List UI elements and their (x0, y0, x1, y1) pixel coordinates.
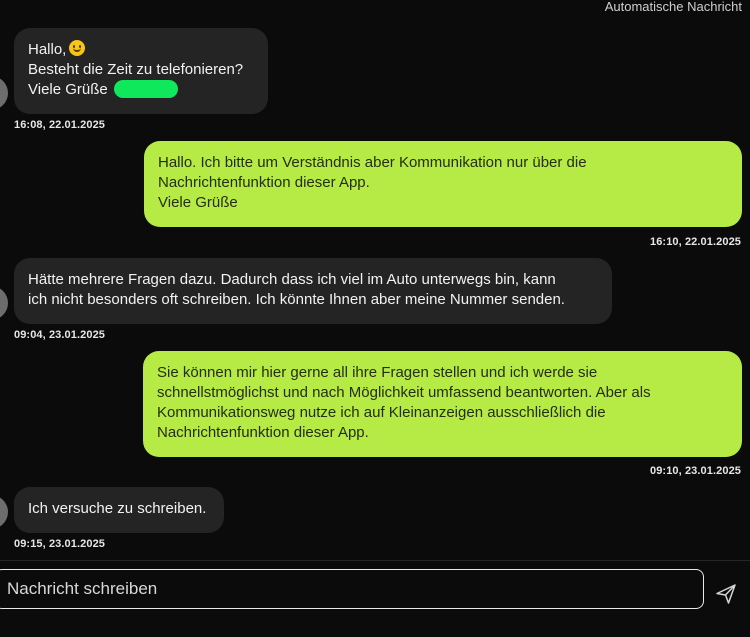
message-line: Viele Grüße (28, 80, 254, 100)
message-timestamp: 16:08, 22.01.2025 (14, 119, 105, 131)
avatar (0, 495, 8, 529)
message-line: Hallo, (28, 40, 254, 60)
message-line: Viele Grüße (158, 194, 238, 211)
message-timestamp: 09:10, 23.01.2025 (650, 465, 741, 477)
message-line: Besteht die Zeit zu telefonieren? (28, 61, 244, 78)
message-line: ich nicht besonders oft schreiben. Ich könnte Ihnen aber meine Nummer senden. (28, 291, 565, 308)
message-line: Nachrichtenfunktion dieser App. (158, 174, 370, 191)
incoming-message (14, 258, 612, 324)
message-input[interactable] (0, 569, 704, 609)
message-timestamp: 16:10, 22.01.2025 (650, 236, 741, 248)
avatar (0, 76, 8, 110)
message-line: Hätte mehrere Fragen dazu. Dadurch dass ich viel im Auto unterwegs bin, kann (28, 271, 556, 288)
avatar (0, 286, 8, 320)
smiley-emoji-icon (69, 40, 85, 56)
incoming-message (14, 487, 224, 533)
message-line: Hallo. Ich bitte um Verständnis aber Kommunikation nur über die (158, 154, 587, 171)
message-line: Nachrichtenfunktion dieser App. (157, 424, 369, 441)
message-line: Sie können mir hier gerne all ihre Fragen stellen und ich werde sie (157, 364, 598, 381)
send-button[interactable] (712, 580, 740, 608)
outgoing-message (143, 351, 742, 457)
incoming-message (14, 28, 268, 114)
message-timestamp: 09:15, 23.01.2025 (14, 538, 105, 550)
outgoing-message (144, 141, 742, 227)
send-icon (714, 582, 738, 606)
message-line: Kommunikationsweg nutze ich auf Kleinanzeigen ausschließlich die (157, 404, 606, 421)
message-line: Ich versuche zu schreiben. (28, 500, 207, 517)
message-line: schnellstmöglichst und nach Möglichkeit umfassend beantworten. Aber als (157, 384, 651, 401)
message-timestamp: 09:04, 23.01.2025 (14, 329, 105, 341)
redaction-mark (114, 80, 178, 98)
automatic-message-label: Automatische Nachricht (604, 0, 742, 14)
